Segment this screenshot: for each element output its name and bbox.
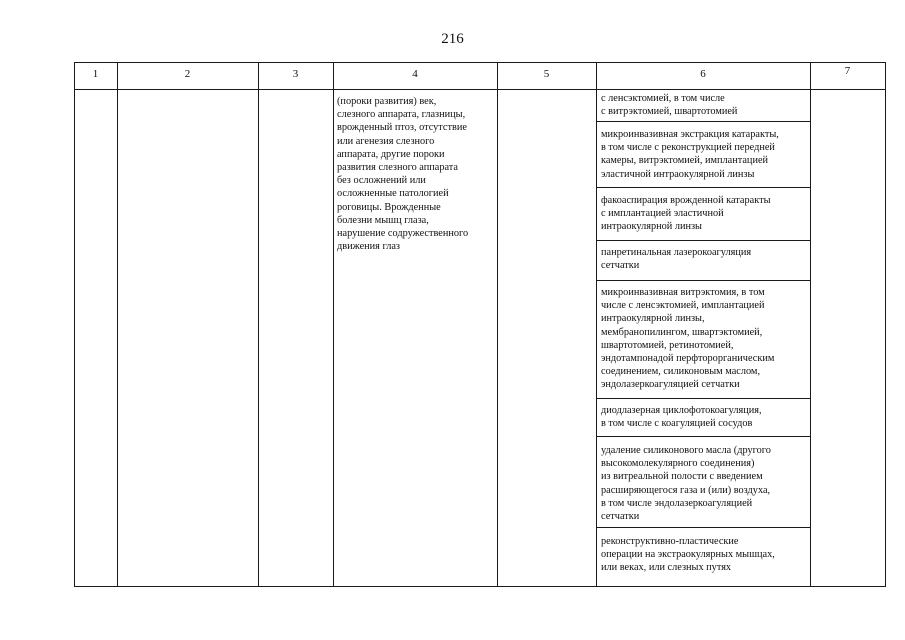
treatment-item: удаление силиконового масла (другого высокомолекулярного соединения) из витреальной полости с введением расширяющегося газа и (или) воздуха, в том числе эндолазеркоагуляцией сетчатки bbox=[601, 445, 771, 523]
row-separator bbox=[596, 280, 810, 281]
row-separator bbox=[596, 398, 810, 399]
header-col-5: 5 bbox=[543, 68, 550, 80]
header-col-1: 1 bbox=[92, 68, 99, 80]
row-separator bbox=[596, 121, 810, 122]
diagnosis-cell: (пороки развития) век, слезного аппарата, глазницы, врожденный птоз, отсутствие или агенезия слезного аппарата, другие пороки развития слезного аппарата без осложнений или осложненные патологией роговицы. Врожденные болезни мышц глаза, нарушение содружественного движения глаз bbox=[337, 96, 469, 253]
header-col-7: 7 bbox=[844, 65, 851, 77]
header-col-3: 3 bbox=[292, 68, 299, 80]
treatment-item: с ленсэктомией, в том числе с витрэктомией, швартотомией bbox=[601, 93, 738, 118]
treatment-item: факоаспирация врожденной катаракты с имплантацией эластичной интраокулярной линзы bbox=[601, 195, 771, 233]
row-separator bbox=[596, 527, 810, 528]
header-bottom-border bbox=[74, 89, 886, 90]
col-border-2-3 bbox=[258, 62, 259, 587]
table-top-border bbox=[74, 62, 886, 63]
col-border-5-6 bbox=[596, 62, 597, 587]
treatment-item: реконструктивно-пластические операции на экстраокулярных мышцах, или веках, или слезных путях bbox=[601, 536, 775, 574]
row-separator bbox=[596, 436, 810, 437]
treatment-item: микроинвазивная экстракция катаракты, в том числе с реконструкцией передней камеры, витрэктомией, имплантацией эластичной интраокулярной линзы bbox=[601, 129, 779, 180]
treatment-item: диодлазерная циклофотокоагуляция, в том числе с коагуляцией сосудов bbox=[601, 405, 762, 430]
col-border-1-2 bbox=[117, 62, 118, 587]
col-border-6-7 bbox=[810, 62, 811, 587]
table-bottom-border bbox=[74, 586, 886, 587]
col-border-3-4 bbox=[333, 62, 334, 587]
page-number: 216 bbox=[441, 31, 464, 47]
col-border-4-5 bbox=[497, 62, 498, 587]
header-col-4: 4 bbox=[412, 68, 418, 80]
treatment-item: панретинальная лазерокоагуляция сетчатки bbox=[601, 247, 752, 272]
col-border-right bbox=[885, 62, 886, 587]
header-col-6: 6 bbox=[700, 68, 706, 80]
row-separator bbox=[596, 240, 810, 241]
row-separator bbox=[596, 187, 810, 188]
treatment-item: микроинвазивная витрэктомия, в том числе с ленсэктомией, имплантацией интраокулярной линзы, мембранопилингом, швартэктомией, швартотомией, ретинотомией, эндотампонадой перфторорганическим соединением, силиконовым маслом, эндолазеркоагуляцией сетчатки bbox=[601, 287, 775, 391]
header-col-2: 2 bbox=[184, 68, 191, 80]
col-border-left bbox=[74, 62, 75, 587]
